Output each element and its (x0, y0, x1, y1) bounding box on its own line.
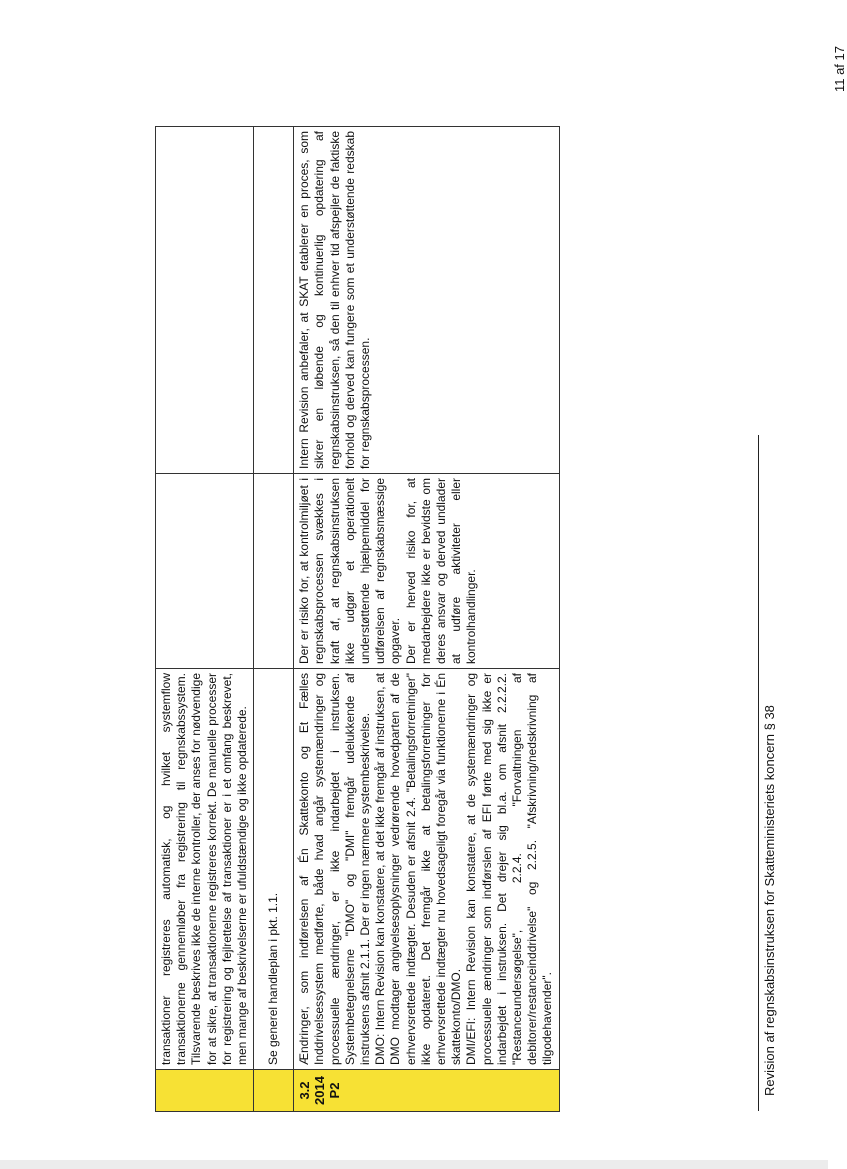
finding-description-cell (156, 669, 254, 1070)
recommendation-cell (294, 127, 559, 474)
handleplan-reference: Se generel handleplan i pkt. 1.1. (254, 669, 294, 1070)
finding-id-cell (156, 1070, 254, 1112)
footer-title: Revision af regnskabsinstruksen for Skatteministeriets koncern § 38 (762, 705, 777, 1096)
finding-priority: P2 (327, 1082, 343, 1099)
findings-table (155, 131, 717, 1112)
page-number: 11 af 17 (832, 46, 847, 93)
recommendation-cell (156, 127, 254, 474)
table-row-plan (254, 127, 294, 1112)
risk-cell (294, 474, 559, 669)
description-paragraph: Ændringer, som indførelsen af Én Skattekonto og Et Fælles Inddrivelsessystem medførte, både hvad angår systemændringer og processuelle ændringer, er ikke indarbejdet i instruksen. Systembetegnelserne "DMO" og "DMI" fremgår udelukkende af instruksens afsnit 2.1.1. Der er ingen nærmere systembeskrivelse. (297, 673, 373, 1065)
finding-year: 2014 (312, 1076, 328, 1105)
table-row-3-2 (294, 127, 559, 1112)
finding-number: 3.2 (297, 1081, 313, 1100)
risk-cell (156, 474, 254, 669)
finding-id-cell (254, 1070, 294, 1112)
scan-edge (0, 1160, 828, 1169)
footer-divider (758, 435, 759, 1111)
description-paragraph: DMO: Intern Revision kan konstatere, at det ikke fremgår af instruksen, at DMO modtager angivelsesoplysninger vedrørende hovedparten af de erhvervsrettede indtægter. Desuden er afsnit 2.4. "Betalingsforretninger" ikke opdateret. Det fremgår ikke at betalingsforretninger for erhvervsrettede indtægter nu hovedsageligt foregår via funktionerne i Én skattekonto/DMO. (373, 673, 464, 1065)
table-row-continued (156, 127, 254, 1112)
risk-paragraph: Der er herved risiko for, at medarbejdere ikke er bevidste om deres ansvar og derved undlader at udføre aktiviteter eller kontrolhandlinger. (403, 478, 479, 664)
description-text: transaktioner registreres automatisk, og hvilket systemflow transaktionerne gennemløber fra registrering til regnskabssystem. Tilsvarende beskrives ikke de interne kontroller, der anses for nødvendige for at sikre, at transaktionerne registreres korrekt. De manuelle processer for registrering og fejlrettelse af transaktioner er i et omfang beskrevet, men mange af beskrivelserne er ufuldstændige og ikke opdaterede. (159, 673, 250, 1065)
recommendation-text: Intern Revision anbefaler, at SKAT etablerer en proces, som sikrer en løbende og kontinuerlig opdatering af regnskabsinstruksen, så den til enhver tid afspejler de faktiske forhold og derved kan fungere som et understøttende redskab for regnskabsprocessen. (297, 131, 373, 469)
recommendation-cell (254, 127, 294, 474)
finding-description-cell (294, 669, 559, 1070)
description-paragraph: DMI/EFI: Intern Revision kan konstatere, at de systemændringer og processuelle ændringer som indførslen af EFI førte med sig ikke er indarbejdet i instruksen. Det drejer sig bl.a. om afsnit 2.2.2.2. "Restanceundersøgelse", 2.2.4. "Forvaltningen af debitorer/restanceinddrivelse" og 2.2.5. "Afskrivning/nedskrivning af tilgodehavender". (464, 673, 555, 1065)
risk-cell (254, 474, 294, 669)
finding-id-cell (294, 1070, 559, 1112)
risk-paragraph: Der er risiko for, at kontrolmiljøet i regnskabsprocessen svækkes i kraft af, at regnskabsinstruksen ikke udgør et operationelt understøttende hjælpemiddel for udførelsen af regnskabsmæssige opgaver. (297, 478, 403, 664)
